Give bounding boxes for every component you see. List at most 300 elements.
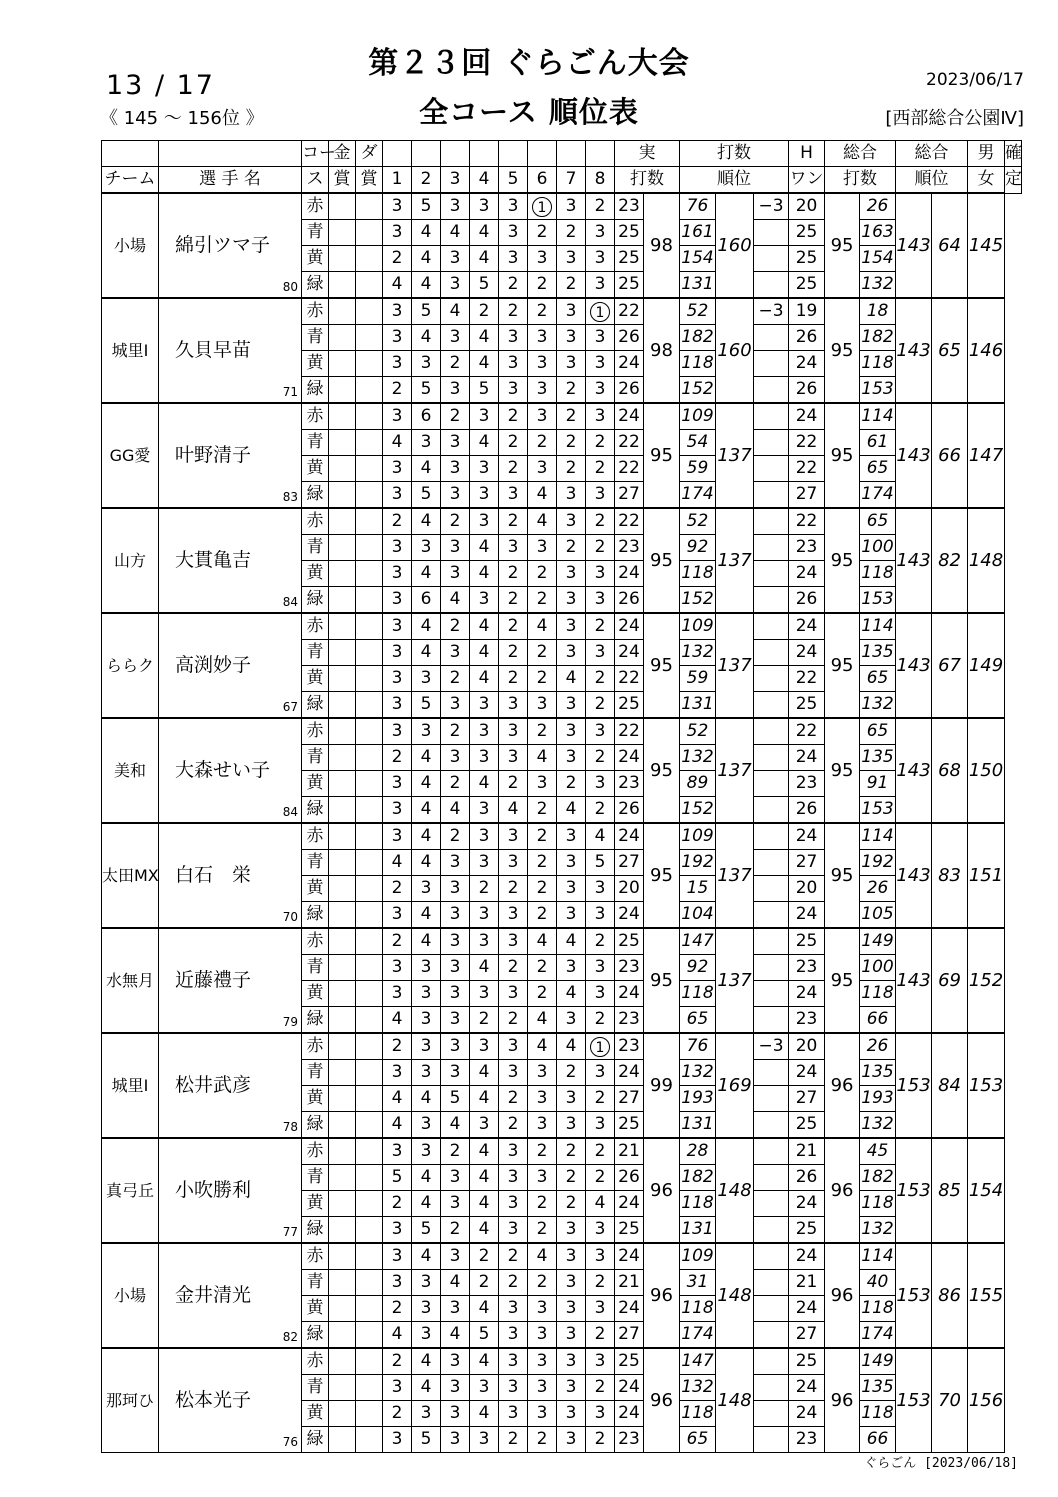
hole-score-cell: 2 [528, 876, 557, 902]
col-team: チーム [102, 167, 159, 194]
row-sum-cell: 26 [615, 377, 644, 404]
hole-score-cell: 3 [557, 351, 586, 377]
row-sum-cell: 23 [615, 193, 644, 220]
course-rank-cell: 59 [680, 666, 716, 692]
hole-score-cell: 3 [528, 1322, 557, 1349]
col-final: 定 [1005, 167, 1022, 194]
row-overall-rank-cell: 66 [860, 1007, 896, 1034]
hole-score-cell: 3 [499, 1060, 528, 1086]
hole-score-cell: 3 [499, 1191, 528, 1217]
hole-score-cell: 3 [586, 718, 615, 745]
course-rank-cell: 52 [680, 718, 716, 745]
hole-score-cell: 3 [412, 1112, 441, 1139]
hole-score-cell: 3 [441, 1060, 470, 1086]
gold-award-cell [329, 613, 356, 640]
hole-score-cell: 3 [586, 377, 615, 404]
course-cell: 黄 [302, 246, 329, 272]
row-total-cell: 23 [789, 771, 825, 797]
hole-score-cell: 3 [499, 981, 528, 1007]
hole-score-cell: 5 [412, 377, 441, 404]
hole-score-cell: 3 [441, 1348, 470, 1375]
hole-in-one-bonus-cell [754, 718, 789, 745]
hole-score-cell: 3 [557, 876, 586, 902]
hole-score-cell: 3 [557, 1296, 586, 1322]
course-cell: 青 [302, 325, 329, 351]
col-actual: 打数 [615, 167, 680, 194]
hole-score-cell: 3 [557, 1112, 586, 1139]
course-rank-cell: 152 [680, 377, 716, 404]
row-sum-cell: 24 [615, 745, 644, 771]
hole-score-cell: 2 [586, 928, 615, 955]
row-overall-rank-cell: 153 [860, 377, 896, 404]
hole-score-cell: 3 [557, 1086, 586, 1112]
row-sum-cell: 27 [615, 1322, 644, 1349]
gold-award-cell [329, 1086, 356, 1112]
hole-score-cell: 4 [383, 1086, 412, 1112]
player-name-cell [159, 823, 302, 928]
col-hole-8-top [586, 141, 615, 167]
hole-score-cell [528, 193, 557, 220]
hole-score-cell: 3 [557, 193, 586, 220]
gold-award-cell [329, 193, 356, 220]
hole-score-cell: 2 [528, 981, 557, 1007]
course-cell: 黄 [302, 666, 329, 692]
hole-score-cell: 3 [412, 430, 441, 456]
row-overall-rank-cell: 114 [860, 403, 896, 430]
row-sum-cell: 23 [615, 1033, 644, 1060]
team-cell: 美和 [102, 718, 159, 823]
player-name-cell [159, 1033, 302, 1138]
hole-score-cell: 3 [441, 325, 470, 351]
hole-score-cell: 4 [470, 1217, 499, 1244]
hole-score-cell: 3 [412, 955, 441, 981]
hole-score-cell: 2 [528, 1138, 557, 1165]
hole-score-cell: 4 [470, 325, 499, 351]
hole-score-cell: 2 [470, 876, 499, 902]
course-rank-cell: 65 [680, 1427, 716, 1453]
course-cell: 黄 [302, 1401, 329, 1427]
hole-score-cell: 6 [412, 587, 441, 614]
row-sum-cell: 21 [615, 1138, 644, 1165]
row-overall-rank-cell: 118 [860, 1191, 896, 1217]
page-number: 13 / 17 [106, 70, 215, 101]
hole-score-cell: 3 [383, 220, 412, 246]
hole-score-cell: 3 [441, 1427, 470, 1453]
hole-in-one-bonus-cell [754, 246, 789, 272]
table-row [102, 1138, 1022, 1165]
course-rank-cell: 15 [680, 876, 716, 902]
player-handicap: 82 [282, 1330, 298, 1344]
hole-score-cell: 2 [470, 1007, 499, 1034]
da-award-cell [356, 718, 383, 745]
gold-award-cell [329, 771, 356, 797]
col-hole-5-top [499, 141, 528, 167]
course-cell: 青 [302, 1270, 329, 1296]
course-rank-cell: 161 [680, 220, 716, 246]
hole-score-cell: 2 [528, 220, 557, 246]
course-rank-cell: 109 [680, 613, 716, 640]
rank-range: 《 145 ～ 156位 》 [100, 108, 264, 129]
hole-score-cell: 5 [412, 692, 441, 719]
hole-score-cell: 3 [383, 955, 412, 981]
hole-score-cell: 3 [441, 377, 470, 404]
row-total-cell: 20 [789, 876, 825, 902]
da-award-cell [356, 981, 383, 1007]
hole-score-cell: 3 [383, 1375, 412, 1401]
hole-score-cell: 3 [383, 692, 412, 719]
hole-score-cell: 3 [441, 902, 470, 929]
da-award-cell [356, 1243, 383, 1270]
hole-score-cell: 4 [383, 1112, 412, 1139]
row-overall-rank-cell: 66 [860, 1427, 896, 1453]
row-overall-rank-cell: 114 [860, 1243, 896, 1270]
hole-score-cell: 3 [412, 718, 441, 745]
sex-rank-cell: 69 [932, 928, 968, 1033]
col-h-top: H [789, 141, 825, 167]
row-overall-rank-cell: 174 [860, 482, 896, 509]
row-overall-rank-cell: 153 [860, 587, 896, 614]
hole-in-one-bonus-cell [754, 1165, 789, 1191]
row-overall-rank-cell: 153 [860, 797, 896, 824]
row-sum-cell: 24 [615, 640, 644, 666]
player-name-cell [159, 1138, 302, 1243]
hole-score-cell: 3 [528, 1296, 557, 1322]
row-sum-cell: 20 [615, 876, 644, 902]
hole-score-cell: 2 [528, 298, 557, 325]
hole-score-cell: 2 [528, 430, 557, 456]
course-cell: 赤 [302, 1138, 329, 1165]
course-rank-cell: 76 [680, 193, 716, 220]
player-name-cell [159, 298, 302, 403]
overall-rank-cell: 153 [896, 1033, 932, 1138]
course-rank-cell: 132 [680, 640, 716, 666]
hole-score-cell: 2 [383, 1033, 412, 1060]
hole-score-cell: 3 [557, 298, 586, 325]
sex-rank-cell: 67 [932, 613, 968, 718]
hole-score-cell: 3 [528, 325, 557, 351]
gold-award-cell [329, 1217, 356, 1244]
course-cell: 青 [302, 745, 329, 771]
course-rank-cell: 118 [680, 1401, 716, 1427]
course-rank-cell: 147 [680, 1348, 716, 1375]
row-overall-rank-cell: 135 [860, 1375, 896, 1401]
col-hole-4: 4 [470, 167, 499, 194]
row-overall-rank-cell: 135 [860, 1060, 896, 1086]
hole-score-cell: 3 [557, 823, 586, 850]
hole-score-cell: 3 [383, 482, 412, 509]
row-overall-rank-cell: 105 [860, 902, 896, 929]
hole-score-cell: 2 [499, 613, 528, 640]
da-award-cell [356, 692, 383, 719]
hole-score-cell: 4 [470, 1348, 499, 1375]
row-sum-cell: 24 [615, 351, 644, 377]
hole-score-cell: 3 [499, 1322, 528, 1349]
hole-score-cell: 5 [412, 482, 441, 509]
player-handicap: 79 [282, 1015, 298, 1029]
gold-award-cell [329, 745, 356, 771]
hole-score-cell: 4 [528, 508, 557, 535]
gold-award-cell [329, 482, 356, 509]
final-rank-cell: 154 [968, 1138, 1005, 1243]
actual-strokes-cell: 95 [644, 508, 680, 613]
hole-score-cell: 2 [528, 1217, 557, 1244]
row-overall-rank-cell: 91 [860, 771, 896, 797]
da-award-cell [356, 272, 383, 299]
hole-score-cell: 4 [412, 456, 441, 482]
total-strokes-cell: 95 [825, 718, 860, 823]
hole-score-cell: 4 [441, 298, 470, 325]
actual-strokes-cell: 98 [644, 193, 680, 298]
venue-name: [西部総合公園Ⅳ] [885, 108, 1024, 129]
hole-score-cell: 2 [586, 1375, 615, 1401]
actual-strokes-cell: 96 [644, 1348, 680, 1453]
row-sum-cell: 25 [615, 928, 644, 955]
hole-score-cell: 5 [470, 377, 499, 404]
da-award-cell [356, 666, 383, 692]
actual-strokes-cell: 95 [644, 823, 680, 928]
row-overall-rank-cell: 61 [860, 430, 896, 456]
row-overall-rank-cell: 118 [860, 981, 896, 1007]
hole-score-cell [586, 1033, 615, 1060]
hole-in-one-bonus-cell [754, 351, 789, 377]
row-total-cell: 21 [789, 1138, 825, 1165]
row-total-cell: 25 [789, 928, 825, 955]
hole-score-cell: 3 [586, 246, 615, 272]
hole-score-cell: 2 [499, 1112, 528, 1139]
row-sum-cell: 24 [615, 1296, 644, 1322]
course-rank-cell: 118 [680, 1296, 716, 1322]
hole-in-one-bonus-cell [754, 1138, 789, 1165]
course-cell: 赤 [302, 928, 329, 955]
hole-score-cell: 4 [557, 1033, 586, 1060]
row-overall-rank-cell: 45 [860, 1138, 896, 1165]
hole-score-cell: 4 [412, 613, 441, 640]
row-overall-rank-cell: 149 [860, 928, 896, 955]
hole-score-cell: 2 [528, 1427, 557, 1453]
total-strokes-cell: 96 [825, 1138, 860, 1243]
hole-score-cell: 3 [557, 1243, 586, 1270]
hole-in-one-bonus-cell [754, 666, 789, 692]
player-name-cell [159, 718, 302, 823]
hole-score-cell: 2 [586, 430, 615, 456]
hole-score-cell: 3 [383, 797, 412, 824]
actual-strokes-cell: 99 [644, 1033, 680, 1138]
hole-score-cell: 3 [557, 561, 586, 587]
total-strokes-cell: 95 [825, 193, 860, 298]
hole-score-cell: 3 [412, 1138, 441, 1165]
hole-in-one-bonus-cell [754, 876, 789, 902]
hole-score-cell: 3 [383, 902, 412, 929]
course-rank-cell: 52 [680, 508, 716, 535]
course-cell: 赤 [302, 1033, 329, 1060]
row-total-cell: 26 [789, 1165, 825, 1191]
course-rank-cell: 154 [680, 246, 716, 272]
da-award-cell [356, 508, 383, 535]
hole-score-cell: 3 [499, 1138, 528, 1165]
course-rank-cell: 147 [680, 928, 716, 955]
hole-score-cell: 3 [499, 1348, 528, 1375]
team-cell: 小場 [102, 193, 159, 298]
gold-award-cell [329, 823, 356, 850]
hole-score-cell: 3 [441, 745, 470, 771]
team-cell: 山方 [102, 508, 159, 613]
hole-in-one-bonus-cell [754, 981, 789, 1007]
hole-score-cell: 2 [499, 955, 528, 981]
row-total-cell: 22 [789, 666, 825, 692]
player-name: 叶野清子 [175, 444, 252, 466]
table-row [102, 508, 1022, 535]
hole-score-cell: 3 [383, 1270, 412, 1296]
col-gold-top: 金 [329, 141, 356, 167]
hole-score-cell: 2 [557, 1138, 586, 1165]
hole-score-cell: 3 [557, 1348, 586, 1375]
hole-score-cell: 4 [412, 850, 441, 876]
team-cell: 城里Ⅰ [102, 298, 159, 403]
hole-score-cell: 2 [528, 1270, 557, 1296]
player-name: 大森せい子 [175, 759, 271, 781]
hole-score-cell: 3 [383, 535, 412, 561]
hole-score-cell: 2 [528, 718, 557, 745]
hole-score-cell: 4 [470, 561, 499, 587]
player-name: 近藤禮子 [175, 969, 252, 991]
hole-score-cell: 2 [499, 771, 528, 797]
hole-score-cell: 3 [470, 692, 499, 719]
overall-rank-cell: 153 [896, 1138, 932, 1243]
hole-in-one-bonus-cell [754, 613, 789, 640]
sex-rank-cell: 86 [932, 1243, 968, 1348]
hole-score-cell: 5 [383, 1165, 412, 1191]
hole-score-cell: 3 [586, 587, 615, 614]
hole-score-cell: 3 [528, 351, 557, 377]
hole-score-cell: 2 [557, 1060, 586, 1086]
hole-score-cell: 4 [412, 745, 441, 771]
hole-score-cell: 3 [557, 1270, 586, 1296]
event-date: 2023/06/17 [926, 70, 1024, 90]
hole-in-one-bonus-cell [754, 1007, 789, 1034]
hole-score-cell: 2 [586, 797, 615, 824]
row-total-cell: 24 [789, 613, 825, 640]
player-name: 金井清光 [175, 1284, 252, 1306]
hole-score-cell: 3 [383, 666, 412, 692]
hole-score-cell: 3 [383, 456, 412, 482]
hole-score-cell: 3 [470, 508, 499, 535]
hole-score-cell: 2 [528, 640, 557, 666]
row-total-cell: 25 [789, 1112, 825, 1139]
total-strokes-cell: 96 [825, 1243, 860, 1348]
hole-in-one-bonus-cell [754, 377, 789, 404]
row-overall-rank-cell: 118 [860, 351, 896, 377]
hole-score-cell: 6 [412, 403, 441, 430]
hole-score-cell: 3 [557, 613, 586, 640]
actual-strokes-cell: 98 [644, 298, 680, 403]
course-cell: 青 [302, 535, 329, 561]
hole-score-cell: 3 [441, 482, 470, 509]
hole-score-cell: 2 [383, 1296, 412, 1322]
table-row [102, 403, 1022, 430]
overall-rank-cell: 143 [896, 718, 932, 823]
hole-score-cell: 4 [470, 430, 499, 456]
hole-score-cell: 2 [528, 666, 557, 692]
hole-score-cell: 4 [557, 666, 586, 692]
final-rank-cell: 149 [968, 613, 1005, 718]
hole-in-one-bonus-cell [754, 587, 789, 614]
gold-award-cell [329, 508, 356, 535]
hole-score-cell: 2 [383, 928, 412, 955]
total-strokes-cell: 95 [825, 928, 860, 1033]
row-sum-cell: 24 [615, 981, 644, 1007]
overall-rank-cell: 143 [896, 508, 932, 613]
da-award-cell [356, 1086, 383, 1112]
gold-award-cell [329, 1401, 356, 1427]
col-hole-3: 3 [441, 167, 470, 194]
row-total-cell: 25 [789, 692, 825, 719]
row-total-cell: 24 [789, 902, 825, 929]
row-overall-rank-cell: 26 [860, 876, 896, 902]
row-total-cell: 24 [789, 1401, 825, 1427]
course-cell: 緑 [302, 692, 329, 719]
hole-score-cell: 4 [383, 1322, 412, 1349]
hole-score-cell: 3 [383, 613, 412, 640]
hole-score-cell: 3 [383, 823, 412, 850]
player-name: 大貫亀吉 [175, 549, 252, 571]
hole-score-cell: 3 [557, 1375, 586, 1401]
hole-score-cell: 2 [499, 508, 528, 535]
hole-score-cell: 3 [441, 1401, 470, 1427]
hole-score-cell: 4 [528, 928, 557, 955]
hole-score-cell: 2 [557, 403, 586, 430]
hole-score-cell: 2 [383, 1348, 412, 1375]
row-overall-rank-cell: 132 [860, 1112, 896, 1139]
col-sex: 女 [968, 167, 1005, 194]
hole-in-one-bonus-cell [754, 823, 789, 850]
hole-score-cell: 2 [528, 587, 557, 614]
hole-in-one-bonus-cell [754, 1112, 789, 1139]
row-sum-cell: 22 [615, 718, 644, 745]
hole-score-cell: 3 [470, 1112, 499, 1139]
da-award-cell [356, 771, 383, 797]
hole-score-cell: 3 [441, 272, 470, 299]
row-total-cell: 26 [789, 587, 825, 614]
row-total-cell: 25 [789, 246, 825, 272]
da-award-cell [356, 430, 383, 456]
row-sum-cell: 24 [615, 1375, 644, 1401]
strokes-rank-cell: 148 [716, 1348, 754, 1453]
hole-in-one-bonus-cell [754, 508, 789, 535]
hole-score-cell: 4 [528, 1007, 557, 1034]
hole-score-cell: 3 [499, 1375, 528, 1401]
sex-rank-cell: 66 [932, 403, 968, 508]
final-rank-cell: 145 [968, 193, 1005, 298]
hole-score-cell: 3 [412, 1033, 441, 1060]
hole-score-cell: 3 [383, 771, 412, 797]
hole-in-one-bonus-cell [754, 535, 789, 561]
row-total-cell: 24 [789, 823, 825, 850]
standings-table [101, 140, 1022, 1453]
course-cell: 赤 [302, 193, 329, 220]
da-award-cell [356, 456, 383, 482]
hole-score-cell: 3 [499, 745, 528, 771]
hole-score-cell: 4 [412, 1348, 441, 1375]
hole-score-cell: 2 [441, 613, 470, 640]
course-cell: 緑 [302, 377, 329, 404]
hole-score-cell: 3 [441, 246, 470, 272]
hole-score-cell: 3 [586, 272, 615, 299]
hole-score-cell: 3 [557, 718, 586, 745]
row-sum-cell: 24 [615, 1060, 644, 1086]
player-name: 白石 栄 [175, 864, 252, 886]
hole-score-cell: 4 [412, 771, 441, 797]
hole-score-cell: 3 [586, 1060, 615, 1086]
